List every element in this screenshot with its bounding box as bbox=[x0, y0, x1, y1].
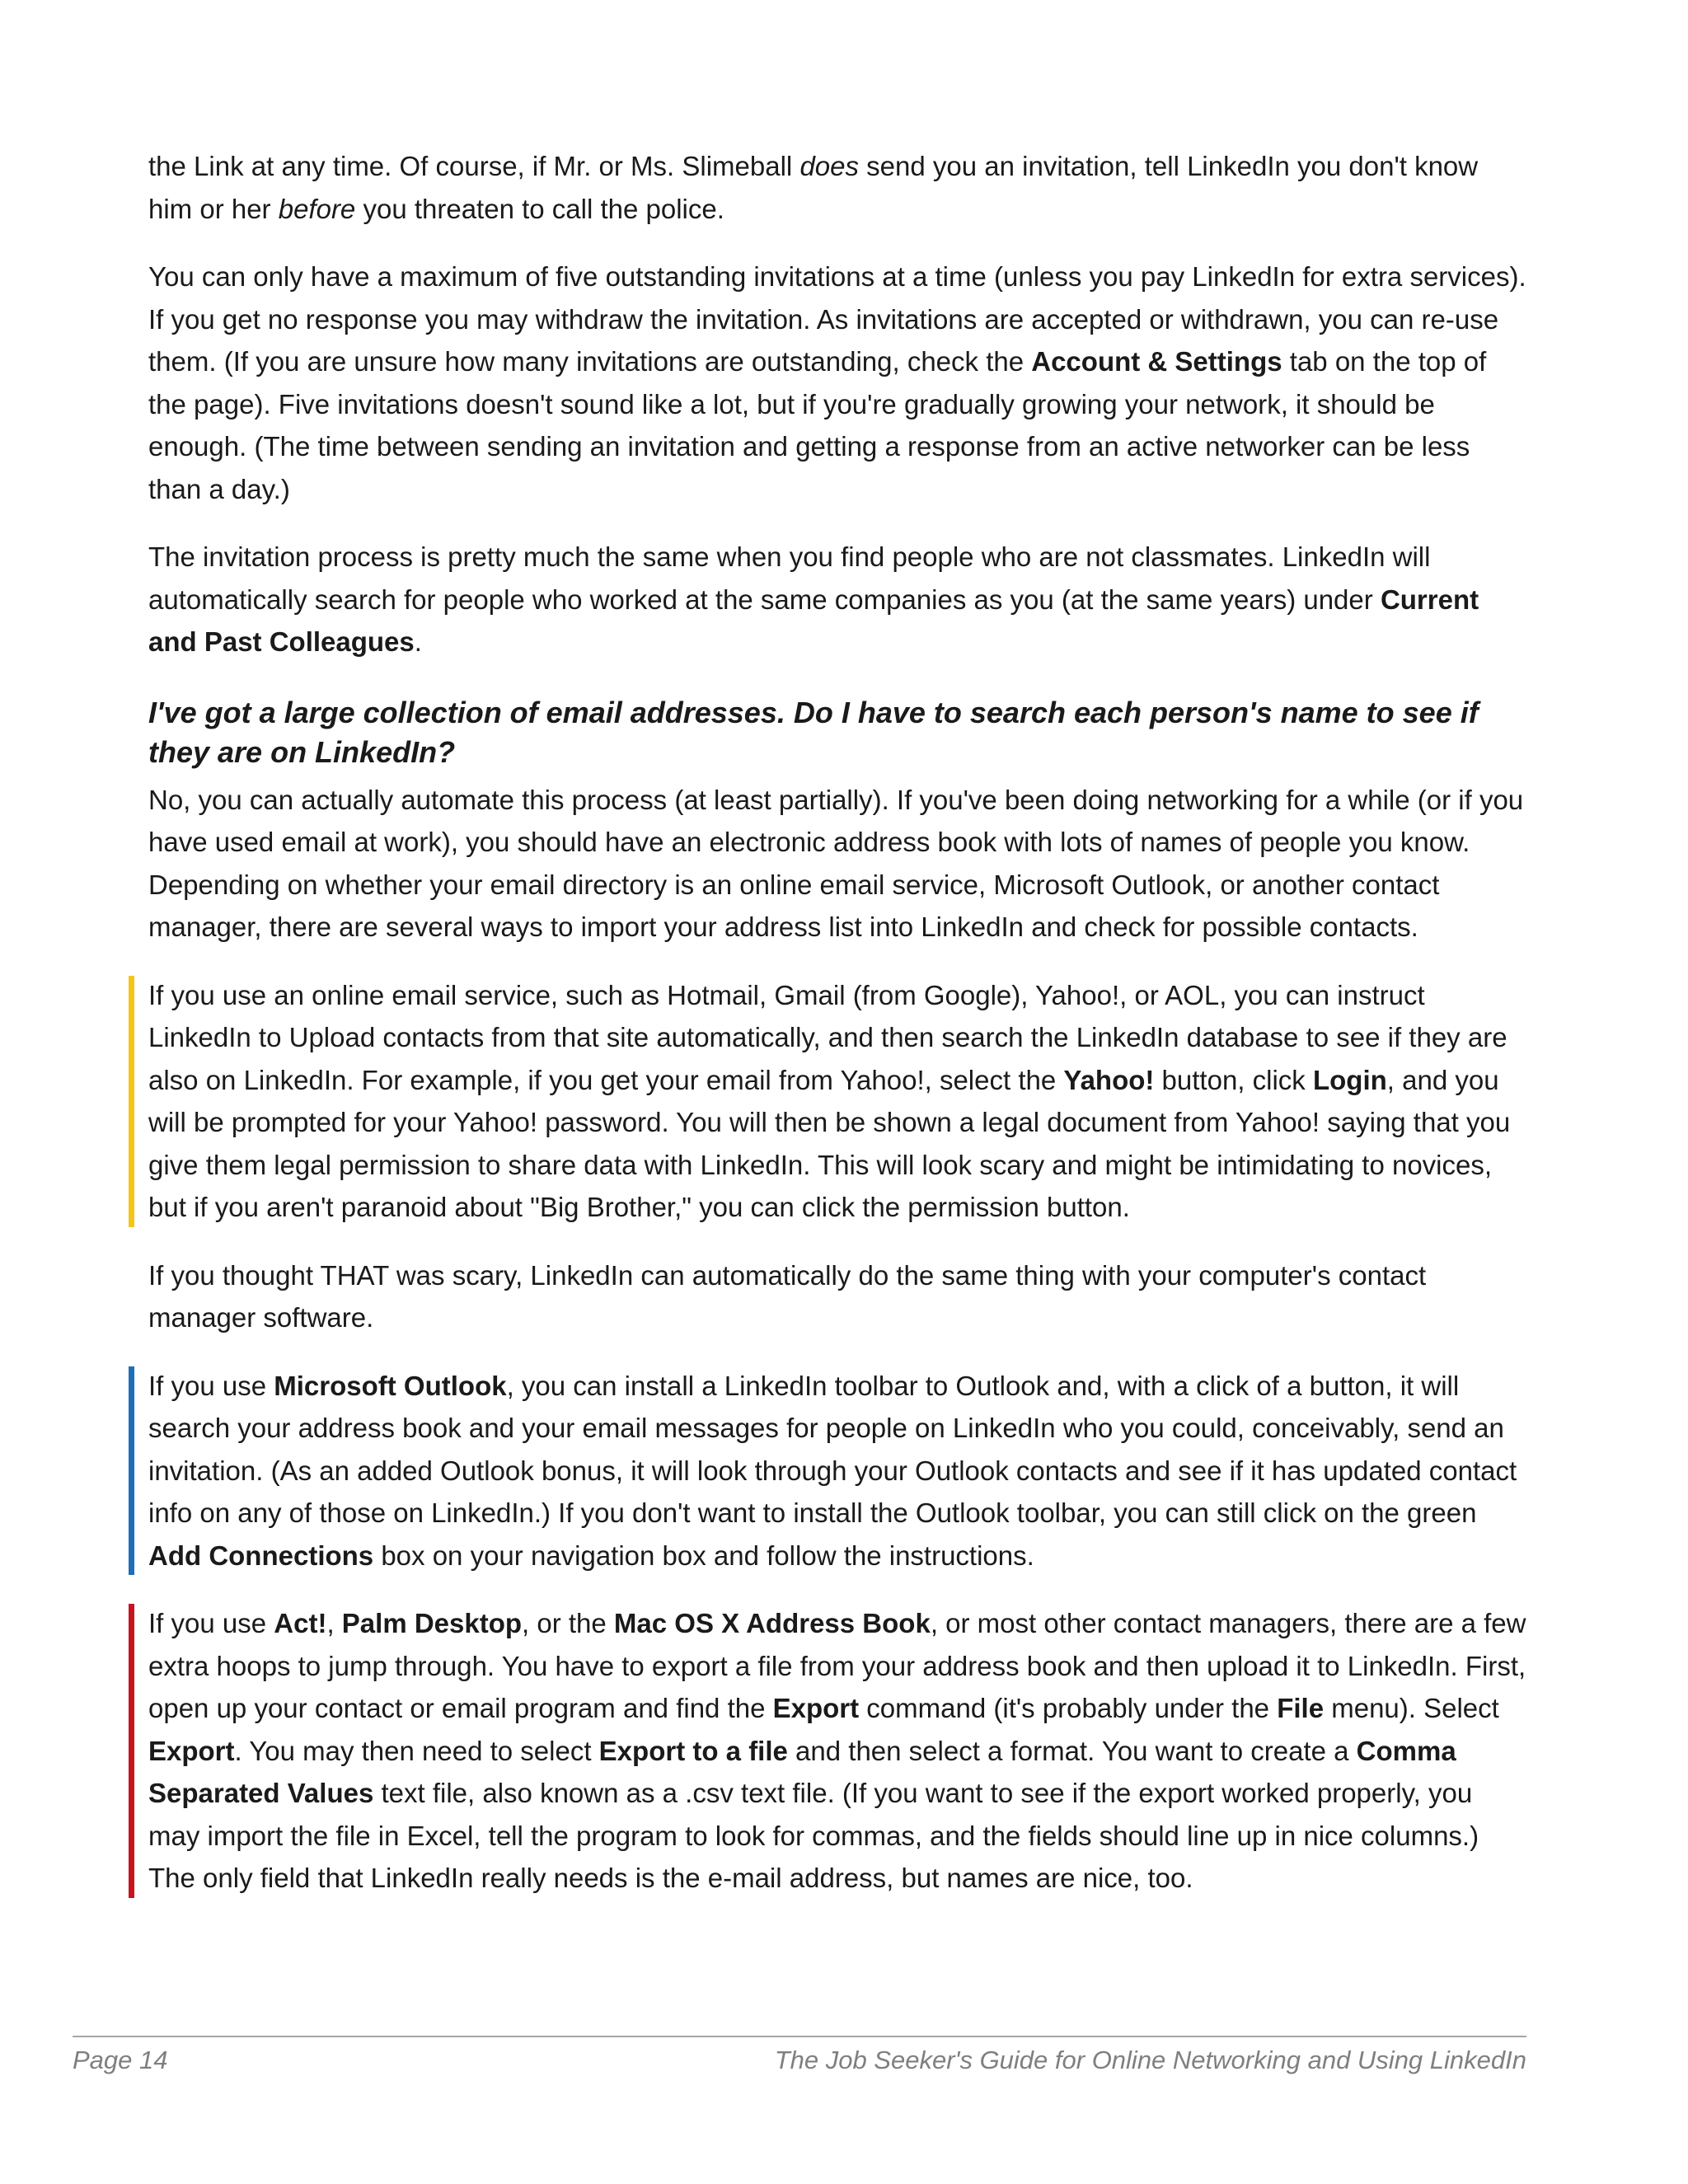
bold-account-settings: Account & Settings bbox=[1031, 346, 1282, 377]
callout-outlook bbox=[148, 1365, 1526, 1577]
text-run: command (it's probably under the bbox=[859, 1693, 1278, 1723]
paragraph-2 bbox=[148, 255, 1526, 510]
bold-export-2: Export bbox=[148, 1735, 235, 1766]
text-run: , and you will be prompted for your Yahoo! password. You will then be shown a legal document from Yahoo! saying that you give them legal permission to share data with LinkedIn. This will look scary and might be intimidating to novices, but if you aren't paranoid about "Big Brother," you can click the permission button. bbox=[148, 1064, 1511, 1222]
text-run: the Link at any time. Of course, if Mr. or Ms. Slimeball bbox=[148, 151, 800, 181]
callout-online-email bbox=[148, 974, 1526, 1229]
text-run: . You may then need to select bbox=[234, 1735, 599, 1766]
bold-microsoft-outlook: Microsoft Outlook bbox=[274, 1370, 507, 1401]
bold-current-past-colleagues: Current and Past Colleagues bbox=[148, 583, 1479, 657]
bold-export-to-file: Export to a file bbox=[598, 1735, 788, 1766]
callout-bar-red bbox=[129, 1604, 134, 1898]
bold-csv: Comma Separated Values bbox=[148, 1735, 1456, 1808]
text-run: , or most other contact managers, there are a few extra hoops to jump through. You have to export a file from your address book and then upload it to LinkedIn. First, open up your contact or email program and find the bbox=[148, 1608, 1526, 1723]
emphasis-before: before bbox=[278, 193, 356, 224]
text-run: If you use an online email service, such as Hotmail, Gmail (from Google), Yahoo!, or AOL, you can instruct LinkedIn to Upload contacts from that site automatically, and then search the LinkedIn database to see if they are also on LinkedIn. For example, if you get your email from Yahoo!, select the bbox=[148, 979, 1507, 1095]
footer-divider bbox=[73, 2036, 1526, 2037]
text-run: menu). Select bbox=[1324, 1693, 1499, 1723]
bold-export: Export bbox=[772, 1693, 860, 1723]
text-run: , or the bbox=[522, 1608, 614, 1638]
document-body bbox=[148, 145, 1526, 1925]
bold-add-connections: Add Connections bbox=[148, 1540, 374, 1571]
bold-act: Act! bbox=[274, 1608, 327, 1638]
emphasis-does: does bbox=[799, 151, 859, 181]
bold-login: Login bbox=[1312, 1064, 1387, 1095]
text-run: If you use bbox=[148, 1608, 274, 1638]
section-heading: I've got a large collection of email addresses. Do I have to search each person's name to see if they are on LinkedIn? bbox=[148, 695, 1479, 769]
callout-bar-blue bbox=[129, 1366, 134, 1576]
bold-palm-desktop: Palm Desktop bbox=[341, 1608, 523, 1638]
text-run: box on your navigation box and follow the instructions. bbox=[373, 1540, 1034, 1571]
text-run: , bbox=[326, 1608, 342, 1638]
text-run: text file, also known as a .csv text file. (If you want to see if the export worked properly, you may import the file in Excel, tell the program to look for commas, and the fields should line up in nice columns.) The only field that LinkedIn really needs is the e-mail address, but names are nice, too. bbox=[148, 1778, 1479, 1893]
text-run: The invitation process is pretty much the same when you find people who are not classmates. LinkedIn will automatically search for people who worked at the same companies as you (at the same years) under bbox=[148, 541, 1431, 615]
text-run: tab on the top of the page). Five invitations doesn't sound like a lot, but if you're gradually growing your network, it should be enough. (The time between sending an invitation and getting a response from an active networker can be less than a day.) bbox=[148, 346, 1487, 504]
text-run: If you use bbox=[148, 1370, 274, 1401]
bold-file: File bbox=[1277, 1693, 1325, 1723]
text-run: . bbox=[414, 626, 422, 657]
text-run: You can only have a maximum of five outstanding invitations at a time (unless you pay LinkedIn for extra services). If you get no response you may withdraw the invitation. As invitations are accepted or withdrawn, you can re-use them. (If you are unsure how many invitations are outstanding, check the bbox=[148, 261, 1526, 377]
text-run: , you can install a LinkedIn toolbar to Outlook and, with a click of a button, it will search your address book and your email messages for people on LinkedIn who you could, conceivably, send an invitation. (As an added Outlook bonus, it will look through your Outlook contacts and see if it has updated contact info on any of those on LinkedIn.) If you don't want to install the Outlook toolbar, you can still click on the green bbox=[148, 1370, 1517, 1528]
text-run: and then select a format. You want to create a bbox=[787, 1735, 1357, 1766]
paragraph-4: No, you can actually automate this process (at least partially). If you've been doing networking for a while (or if you have used email at work), you should have an electronic address book with lots of names of people you know. Depending on whether your email directory is an online email service, Microsoft Outlook, or another contact manager, there are several ways to import your address list into LinkedIn and check for possible contacts. bbox=[148, 784, 1524, 942]
paragraph-3 bbox=[148, 536, 1526, 663]
footer-book-title: The Job Seeker's Guide for Online Networking and Using LinkedIn bbox=[774, 2046, 1526, 2074]
paragraph-7 bbox=[148, 1365, 1526, 1577]
bold-mac-address-book: Mac OS X Address Book bbox=[613, 1608, 931, 1638]
text-run: button, click bbox=[1154, 1064, 1313, 1095]
footer-page-number: Page 14 bbox=[73, 2046, 168, 2074]
callout-bar-yellow bbox=[129, 976, 134, 1227]
bold-yahoo: Yahoo! bbox=[1063, 1064, 1155, 1095]
text-run: send you an invitation, tell LinkedIn you don't know him or her bbox=[148, 151, 1479, 224]
paragraph-8 bbox=[148, 1602, 1526, 1900]
callout-other-managers bbox=[148, 1602, 1526, 1900]
paragraph-5 bbox=[148, 974, 1526, 1229]
paragraph-6: If you thought THAT was scary, LinkedIn can automatically do the same thing with your computer's contact manager software. bbox=[148, 1259, 1427, 1333]
text-run: you threaten to call the police. bbox=[355, 193, 724, 224]
paragraph-1 bbox=[148, 145, 1526, 230]
